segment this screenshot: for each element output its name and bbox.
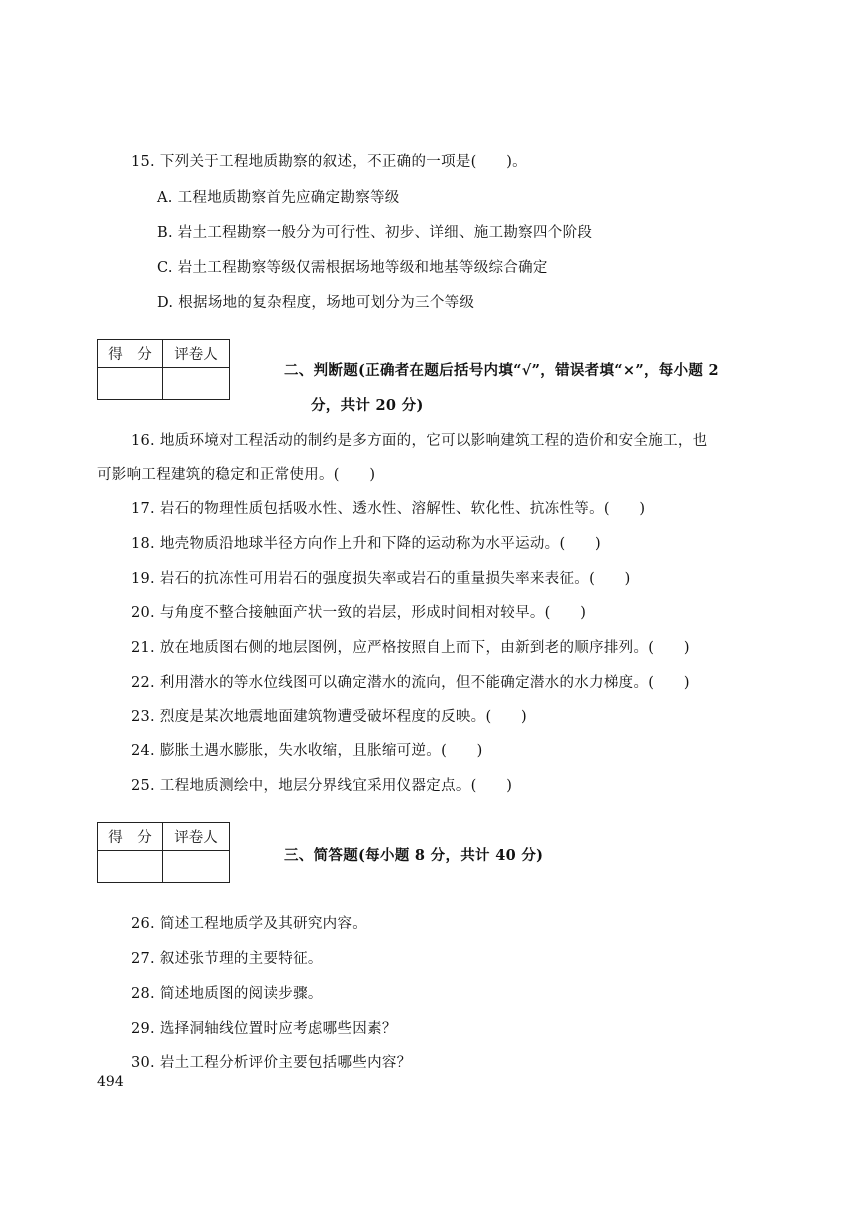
question-29: 29. 选择洞轴线位置时应考虑哪些因素？ [131, 1021, 397, 1037]
question-15-option-a: A. 工程地质勘察首先应确定勘察等级 [157, 190, 400, 206]
question-15-option-c: C. 岩土工程勘察等级仅需根据场地等级和地基等级综合确定 [157, 260, 548, 276]
section-2-title: 二、判断题(正确者在题后括号内填“√”，错误者填“×”，每小题 2 [284, 362, 719, 379]
question-20: 20. 与角度不整合接触面产状一致的岩层，形成时间相对较早。( ) [131, 605, 587, 621]
question-30: 30. 岩土工程分析评价主要包括哪些内容？ [131, 1055, 412, 1071]
score-table-section-2 [97, 339, 230, 400]
question-21: 21. 放在地质图右侧的地层图例，应严格按照自上而下，由新到老的顺序排列。( ) [131, 640, 690, 656]
grader-header: 评卷人 [163, 823, 230, 851]
question-18: 18. 地壳物质沿地球半径方向作上升和下降的运动称为水平运动。( ) [131, 536, 601, 552]
score-cell [98, 851, 163, 883]
question-23: 23. 烈度是某次地震地面建筑物遭受破坏程度的反映。( ) [131, 709, 527, 725]
question-15-option-d: D. 根据场地的复杂程度，场地可划分为三个等级 [157, 295, 475, 311]
question-26: 26. 简述工程地质学及其研究内容。 [131, 916, 368, 932]
question-28: 28. 简述地质图的阅读步骤。 [131, 986, 323, 1002]
score-table-section-3 [97, 822, 230, 883]
question-16-cont: 可影响工程建筑的稳定和正常使用。( ) [97, 467, 376, 483]
score-cell [98, 368, 163, 400]
score-header: 得 分 [98, 823, 163, 851]
question-24: 24. 膨胀土遇水膨胀，失水收缩，且胀缩可逆。( ) [131, 743, 483, 759]
score-header: 得 分 [98, 340, 163, 368]
question-15-option-b: B. 岩土工程勘察一般分为可行性、初步、详细、施工勘察四个阶段 [157, 225, 593, 241]
section-2-title-cont: 分，共计 20 分) [311, 397, 424, 414]
question-27: 27. 叙述张节理的主要特征。 [131, 951, 323, 967]
question-15-stem: 15. 下列关于工程地质勘察的叙述，不正确的一项是( )。 [131, 154, 527, 170]
grader-cell [163, 851, 230, 883]
question-22: 22. 利用潜水的等水位线图可以确定潜水的流向，但不能确定潜水的水力梯度。( ) [131, 675, 690, 691]
section-3-title: 三、简答题(每小题 8 分，共计 40 分) [284, 847, 544, 864]
question-17: 17. 岩石的物理性质包括吸水性、透水性、溶解性、软化性、抗冻性等。( ) [131, 501, 646, 517]
grader-cell [163, 368, 230, 400]
question-25: 25. 工程地质测绘中，地层分界线宜采用仪器定点。( ) [131, 778, 513, 794]
page-number: 494 [97, 1074, 124, 1090]
question-16: 16. 地质环境对工程活动的制约是多方面的，它可以影响建筑工程的造价和安全施工，也 [131, 433, 708, 449]
question-19: 19. 岩石的抗冻性可用岩石的强度损失率或岩石的重量损失率来表征。( ) [131, 571, 631, 587]
grader-header: 评卷人 [163, 340, 230, 368]
